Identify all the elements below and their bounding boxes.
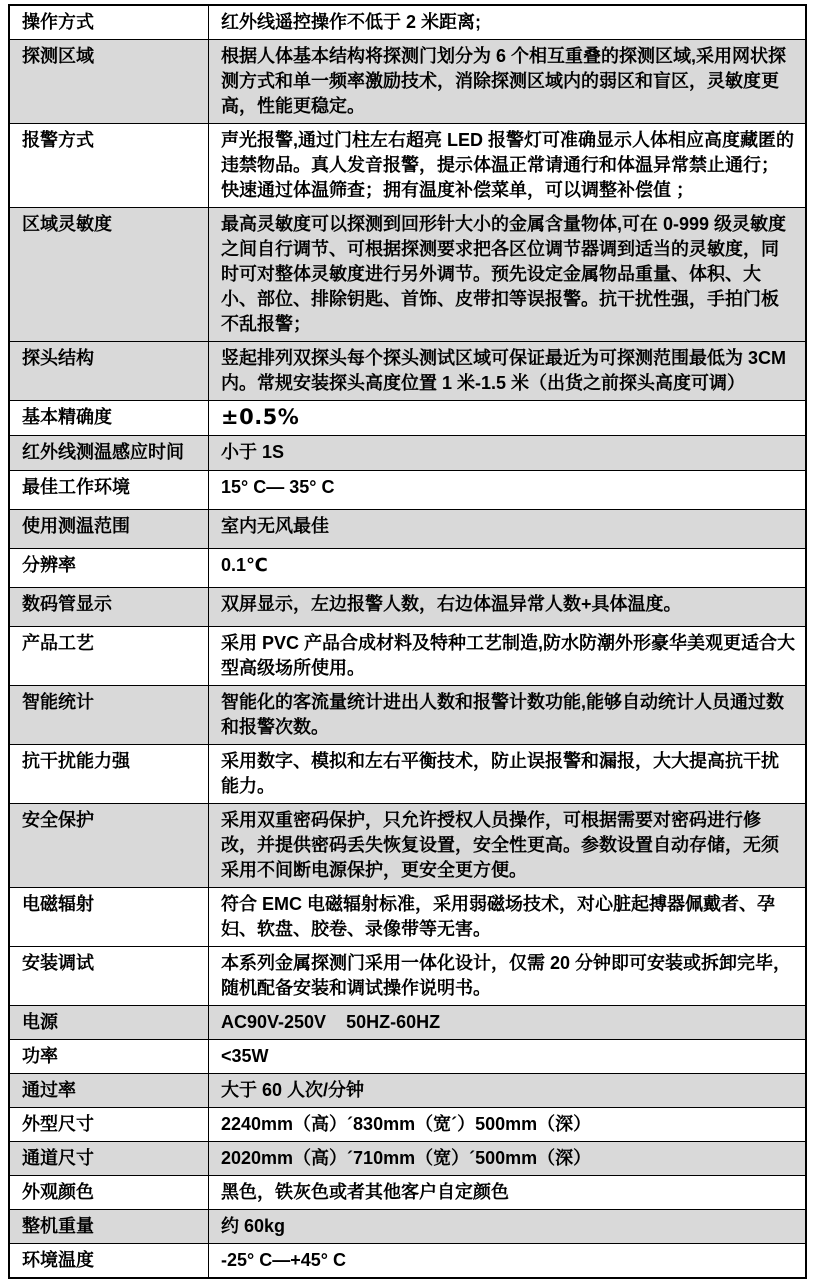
spec-value-text: 本系列金属探测门采用一体化设计，仅需 20 分钟即可安装或拆卸完毕，随机配备安装和调试操作说明书。 [221, 953, 792, 998]
spec-row [9, 745, 806, 804]
spec-value-text: 小于 1S [221, 442, 285, 462]
spec-value [209, 804, 807, 888]
spec-value-text: 大于 60 人次/分钟 [221, 1080, 365, 1100]
spec-label [9, 745, 209, 804]
spec-label-text: 产品工艺 [22, 633, 94, 653]
spec-row [9, 342, 806, 401]
spec-label-text: 区域灵敏度 [22, 214, 112, 234]
spec-label [9, 1244, 209, 1279]
spec-label-text: 电源 [22, 1012, 58, 1032]
spec-label [9, 471, 209, 510]
spec-label-text: 抗干扰能力强 [22, 751, 130, 771]
spec-value-text: 竖起排列双探头每个探头测试区域可保证最近为可探测范围最低为 3CM 内。常规安装探头高度位置 1 米-1.5 米（出货之前探头高度可调） [221, 348, 792, 393]
spec-value-text: 最高灵敏度可以探测到回形针大小的金属含量物体,可在 0-999 级灵敏度之间自行调节、可根据探测要求把各区位调节器调到适当的灵敏度，同时可对整体灵敏度进行另外调节。预先设定金属物品重量、体积、大小、部位、排除钥匙、首饰、皮带扣等误报警。抗干扰性强，手拍门板不乱报警； [221, 214, 787, 334]
spec-value [209, 510, 807, 549]
spec-value-text: 采用双重密码保护，只允许授权人员操作，可根据需要对密码进行修改，并提供密码丢失恢复设置，安全性更高。参数设置自动存储，无须采用不间断电源保护，更安全更方便。 [221, 810, 779, 880]
spec-label-text: 探头结构 [22, 348, 94, 368]
spec-row [9, 804, 806, 888]
spec-value [209, 549, 807, 588]
spec-row [9, 1244, 806, 1279]
spec-value-text: 黑色，铁灰色或者其他客户自定颜色 [221, 1182, 509, 1202]
spec-label [9, 888, 209, 947]
spec-value [209, 686, 807, 745]
spec-value [209, 888, 807, 947]
spec-row [9, 588, 806, 627]
spec-label-text: 环境温度 [22, 1250, 94, 1270]
spec-value-text: 约 60kg [221, 1216, 286, 1236]
spec-label-text: 数码管显示 [22, 594, 112, 614]
spec-label-text: 外型尺寸 [22, 1114, 94, 1134]
spec-value-text: 2020mm（高）´710mm（宽）´500mm（深） [221, 1148, 592, 1168]
spec-label [9, 1006, 209, 1040]
spec-label-text: 使用测温范围 [22, 516, 130, 536]
spec-label-text: 红外线测温感应时间 [22, 442, 184, 462]
spec-label-text: 智能统计 [22, 692, 94, 712]
spec-value-text: 符合 EMC 电磁辐射标准，采用弱磁场技术，对心脏起搏器佩戴者、孕妇、软盘、胶卷、录像带等无害。 [221, 894, 775, 939]
spec-label [9, 1176, 209, 1210]
spec-value-text: 0.1℃ [221, 555, 268, 575]
spec-value-text: <35W [221, 1046, 269, 1066]
spec-row [9, 1074, 806, 1108]
spec-value [209, 745, 807, 804]
spec-value [209, 1006, 807, 1040]
spec-label-text: 分辨率 [22, 555, 76, 575]
spec-label-text: 整机重量 [22, 1216, 94, 1236]
spec-value [209, 1176, 807, 1210]
spec-row [9, 1108, 806, 1142]
spec-label [9, 1074, 209, 1108]
spec-value [209, 436, 807, 471]
spec-label [9, 436, 209, 471]
spec-value-text: AC90V-250V 50HZ-60HZ [221, 1012, 441, 1032]
spec-label [9, 1108, 209, 1142]
spec-row [9, 686, 806, 745]
spec-value [209, 40, 807, 124]
spec-label [9, 5, 209, 40]
spec-value [209, 1142, 807, 1176]
spec-value-text: 采用 PVC 产品合成材料及特种工艺制造,防水防潮外形豪华美观更适合大型高级场所使用。 [221, 633, 796, 678]
spec-label-text: 报警方式 [22, 130, 94, 150]
spec-label-text: 安装调试 [22, 953, 94, 973]
spec-row [9, 436, 806, 471]
spec-label-text: 电磁辐射 [22, 894, 94, 914]
spec-row [9, 1176, 806, 1210]
spec-row [9, 124, 806, 208]
spec-row [9, 5, 806, 40]
spec-label-text: 最佳工作环境 [22, 477, 130, 497]
spec-value-text: 采用数字、模拟和左右平衡技术，防止误报警和漏报，大大提高抗干扰能力。 [221, 751, 779, 796]
spec-row [9, 471, 806, 510]
spec-label [9, 40, 209, 124]
spec-label [9, 588, 209, 627]
spec-label [9, 1040, 209, 1074]
spec-row [9, 401, 806, 436]
product-specification-table [8, 4, 807, 1279]
spec-label [9, 686, 209, 745]
spec-row [9, 1210, 806, 1244]
spec-value-text: ±0.5% [221, 405, 300, 429]
spec-label [9, 208, 209, 342]
spec-label [9, 549, 209, 588]
spec-value [209, 627, 807, 686]
spec-value [209, 342, 807, 401]
spec-value [209, 1210, 807, 1244]
spec-label [9, 401, 209, 436]
spec-value-text: -25° C—+45° C [221, 1250, 346, 1270]
spec-row [9, 1040, 806, 1074]
spec-value [209, 208, 807, 342]
spec-label-text: 通道尺寸 [22, 1148, 94, 1168]
spec-value [209, 124, 807, 208]
spec-label [9, 627, 209, 686]
spec-row [9, 1142, 806, 1176]
spec-label [9, 804, 209, 888]
spec-row [9, 1006, 806, 1040]
spec-label-text: 外观颜色 [22, 1182, 94, 1202]
spec-label [9, 510, 209, 549]
spec-value-text: 根据人体基本结构将探测门划分为 6 个相互重叠的探测区域,采用网状探测方式和单一频率激励技术，消除探测区域内的弱区和盲区，灵敏度更高，性能更稳定。 [221, 46, 787, 116]
spec-table-body [9, 5, 806, 1278]
spec-label-text: 安全保护 [22, 810, 94, 830]
spec-label [9, 342, 209, 401]
spec-value [209, 1244, 807, 1279]
spec-value [209, 1040, 807, 1074]
spec-value [209, 401, 807, 436]
spec-value-text: 声光报警,通过门柱左右超亮 LED 报警灯可准确显示人体相应高度藏匿的违禁物品。真人发音报警，提示体温正常请通行和体温异常禁止通行；快速通过体温筛查；拥有温度补偿菜单，可以调整补偿值 ； [221, 130, 794, 200]
spec-label-text: 探测区域 [22, 46, 94, 66]
spec-row [9, 888, 806, 947]
spec-label [9, 124, 209, 208]
spec-row [9, 510, 806, 549]
spec-value-text: 15° C— 35° C [221, 477, 335, 497]
spec-value [209, 471, 807, 510]
spec-label [9, 947, 209, 1006]
spec-value-text: 2240mm（高）´830mm（宽´）500mm（深） [221, 1114, 592, 1134]
spec-value-text: 双屏显示，左边报警人数，右边体温异常人数+具体温度。 [221, 594, 682, 614]
spec-row [9, 208, 806, 342]
spec-label [9, 1142, 209, 1176]
spec-row [9, 549, 806, 588]
spec-label-text: 操作方式 [22, 12, 94, 32]
spec-label [9, 1210, 209, 1244]
spec-row [9, 40, 806, 124]
spec-value [209, 588, 807, 627]
spec-label-text: 功率 [22, 1046, 58, 1066]
spec-value [209, 1108, 807, 1142]
spec-value-text: 红外线遥控操作不低于 2 米距离; [221, 12, 482, 32]
spec-value [209, 1074, 807, 1108]
spec-value [209, 947, 807, 1006]
spec-label-text: 基本精确度 [22, 407, 112, 427]
spec-row [9, 627, 806, 686]
spec-value-text: 室内无风最佳 [221, 516, 329, 536]
spec-value-text: 智能化的客流量统计进出人数和报警计数功能,能够自动统计人员通过数和报警次数。 [221, 692, 784, 737]
spec-value [209, 5, 807, 40]
spec-row [9, 947, 806, 1006]
spec-label-text: 通过率 [22, 1080, 76, 1100]
